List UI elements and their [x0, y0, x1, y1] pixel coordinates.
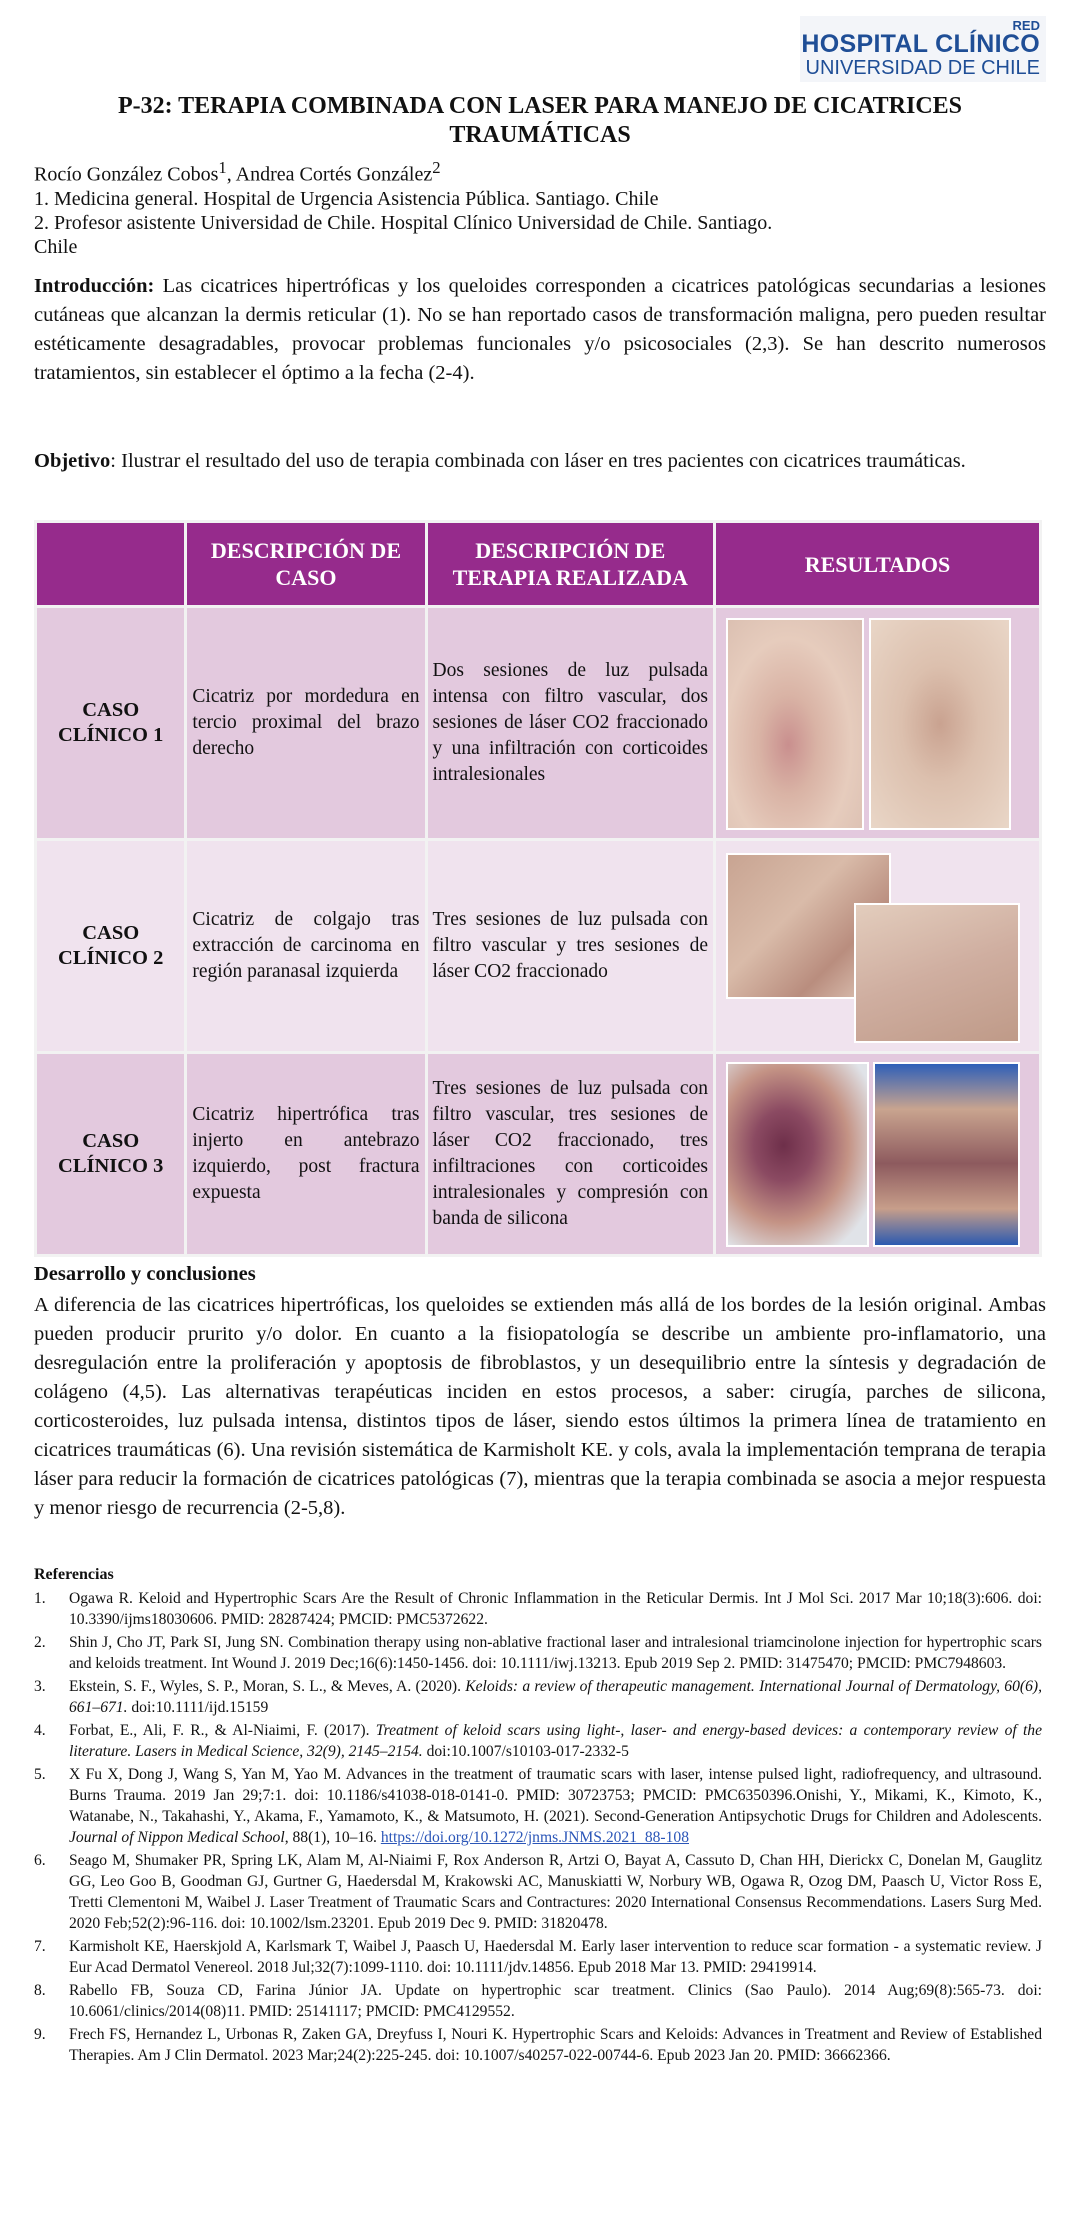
development-text: A diferencia de las cicatrices hipertróficas, los queloides se extienden más allá de los bordes de la lesión original. Ambas pueden producir prurito y/o dolor. En cuanto a la fisiopatología se describe un ambiente pro-inflamatorio, una desregulación entre la proliferación y apoptosis de fibroblastos, y un desequilibrio entre la síntesis y degradación de colágeno (4,5). Las alternativas terapéuticas inciden en estos procesos, a saber: cirugía, parches de silicona, corticosteroides, luz pulsada intensa, distintos tipos de láser, siendo estos últimos la primera línea de tratamiento en cicatrices traumáticas (6). Una revisión sistemática de Karmisholt KE. y cols, avala la implementación temprana de terapia láser para reducir la formación de cicatrices patológicas (7), mientras que la terapia combinada se asocia a mejor respuesta y menor riesgo de recurrencia (2-5,8).: [34, 1294, 1046, 1519]
reference-number: 2.: [34, 1634, 46, 1651]
reference-item: [34, 1676, 1042, 1718]
header-results: RESULTADOS: [715, 522, 1041, 607]
reference-text: Shin J, Cho JT, Park SI, Jung SN. Combination therapy using non-ablative fractional laser and intralesional triamcinolone injection for hypertrophic scars and keloids treatment. Int Wound J. 2019 Dec;16(6):1450-1456. doi: 10.1111/iwj.13213. Epub 2019 Sep 2. PMID: 31475470; PMCID: PMC7948603.: [69, 1634, 1042, 1672]
reference-item: [34, 1980, 1042, 2022]
case-description: Cicatriz de colgajo tras extracción de carcinoma en región paranasal izquierda: [186, 840, 426, 1053]
reference-item: [34, 1850, 1042, 1934]
reference-number: 5.: [34, 1766, 46, 1783]
results-photos: [715, 607, 1041, 840]
case-label: CASO CLÍNICO 1: [36, 607, 186, 840]
reference-number: 1.: [34, 1590, 46, 1607]
objective-paragraph: [34, 447, 1046, 476]
cases-table: [34, 520, 1042, 1257]
logo-line1: HOSPITAL CLÍNICO: [801, 30, 1040, 58]
logo-line2: UNIVERSIDAD DE CHILE: [805, 57, 1040, 79]
result-photo-after: [854, 903, 1020, 1043]
result-photo-before: [726, 618, 864, 830]
header-therapy-description: DESCRIPCIÓN DE TERAPIA REALIZADA: [426, 522, 715, 607]
author-1: Rocío González Cobos: [34, 163, 219, 186]
table-row: [36, 1053, 1041, 1256]
reference-text: Ogawa R. Keloid and Hypertrophic Scars Are the Result of Chronic Inflammation in the Reticular Dermis. Int J Mol Sci. 2017 Mar 10;18(3):606. doi: 10.3390/ijms18030606. PMID: 28287424; PMCID: PMC5372622.: [69, 1590, 1042, 1628]
reference-text: Forbat, E., Ali, F. R., & Al-Niaimi, F. (2017).: [69, 1722, 376, 1739]
therapy-description: Tres sesiones de luz pulsada con filtro vascular, tres sesiones de láser CO2 fraccionado, tres infiltraciones con corticoides intralesionales y compresión con banda de silicona: [426, 1053, 715, 1256]
reference-number: 6.: [34, 1852, 46, 1869]
reference-number: 4.: [34, 1722, 46, 1739]
reference-item: [34, 1588, 1042, 1630]
author-1-affil: 1: [218, 158, 227, 177]
therapy-description: Dos sesiones de luz pulsada intensa con filtro vascular, dos sesiones de láser CO2 fraccionado y una infiltración con corticoides intralesionales: [426, 607, 715, 840]
results-photos: [715, 840, 1041, 1053]
result-photo-after: [869, 618, 1011, 830]
author-line: [34, 156, 1044, 187]
references-title: Referencias: [34, 1566, 114, 1583]
author-separator: ,: [226, 163, 236, 186]
reference-text: Frech FS, Hernandez L, Urbonas R, Zaken GA, Dreyfuss I, Nouri K. Hypertrophic Scars and Keloids: Advances in Treatment and Review of Established Therapies. Am J Clin Dermatol. 2023 Mar;24(2):225-245. doi: 10.1007/s40257-022-00744-6. Epub 2023 Jan 20. PMID: 36662366.: [69, 2026, 1042, 2064]
objective-label: Objetivo: [34, 450, 111, 472]
hospital-logo: [800, 16, 1046, 82]
header-empty: [36, 522, 186, 607]
reference-number: 8.: [34, 1982, 46, 1999]
reference-item: [34, 1720, 1042, 1762]
case-description: Cicatriz hipertrófica tras injerto en antebrazo izquierdo, post fractura expuesta: [186, 1053, 426, 1256]
reference-number: 7.: [34, 1938, 46, 1955]
table-header-row: [36, 522, 1041, 607]
result-photo-before: [726, 1062, 869, 1247]
introduction-text: Las cicatrices hipertróficas y los queloides corresponden a cicatrices patológicas secundarias a lesiones cutáneas que alcanzan la dermis reticular (1). No se han reportado casos de transformación maligna, pero pueden resultar estéticamente desagradables, provocar problemas funcionales y/o psicosociales (2,3). Se han descrito numerosos tratamientos, sin establecer el óptimo a la fecha (2-4).: [34, 275, 1046, 384]
introduction-label: Introducción:: [34, 275, 155, 297]
author-2: Andrea Cortés González: [235, 163, 433, 186]
reference-text: Ekstein, S. F., Wyles, S. P., Moran, S. L., & Meves, A. (2020).: [69, 1678, 466, 1695]
reference-text: Karmisholt KE, Haerskjold A, Karlsmark T, Waibel J, Paasch U, Haedersdal M. Early laser intervention to reduce scar formation - a systematic review. J Eur Acad Dermatol Venereol. 2018 Jul;32(7):1099-1110. doi: 10.1111/jdv.14856. Epub 2018 Mar 13. PMID: 29419914.: [69, 1938, 1042, 1976]
introduction-paragraph: [34, 272, 1046, 388]
reference-text: Seago M, Shumaker PR, Spring LK, Alam M, Al-Niaimi F, Rox Anderson R, Artzi O, Bayat A, Cassuto D, Chan HH, Dierickx C, Donelan M, Gauglitz GG, Leo Goo B, Goodman GJ, Gurtner G, Haedersdal M, Krakowski AC, Manuskiatti W, Norbury WB, Ogawa R, Ozog DM, Paasch U, Victor Ross E, Tretti Clementoni M, Waibel J. Laser Treatment of Traumatic Scars and Contractures: 2020 International Consensus Recommendations. Lasers Surg Med. 2020 Feb;52(2):96-116. doi: 10.1002/lsm.23201. Epub 2019 Dec 9. PMID: 31820478.: [69, 1852, 1042, 1932]
table-row: [36, 840, 1041, 1053]
result-photo-after: [873, 1062, 1020, 1247]
case-label: CASO CLÍNICO 3: [36, 1053, 186, 1256]
affiliation-2-cont: Chile: [34, 235, 78, 258]
header-case-description: DESCRIPCIÓN DE CASO: [186, 522, 426, 607]
results-photos: [715, 1053, 1041, 1256]
reference-number: 3.: [34, 1678, 46, 1695]
affiliation-2: 2. Profesor asistente Universidad de Chile. Hospital Clínico Universidad de Chile. Santiago.: [34, 211, 773, 234]
reference-italic: Treatment of keloid scars using light-, laser- and energy-based devices: a contemporary review of the literature. Lasers in Medical Science, 32(9), 2145–2154.: [69, 1722, 1042, 1760]
objective-text: : Ilustrar el resultado del uso de terapia combinada con láser en tres pacientes con cicatrices traumáticas.: [110, 450, 966, 472]
case-description: Cicatriz por mordedura en tercio proximal del brazo derecho: [186, 607, 426, 840]
reference-italic: Keloids: a review of therapeutic management. International Journal of Dermatology, 60(6), 661–671.: [69, 1678, 1042, 1716]
table-row: [36, 607, 1041, 840]
logo-red-label: RED: [1012, 18, 1040, 33]
reference-text: X Fu X, Dong J, Wang S, Yan M, Yao M. Advances in the treatment of traumatic scars with laser, intense pulsed light, radiofrequency, and ultrasound. Burns Trauma. 2019 Jan 29;7:1. doi: 10.1186/s41038-018-0141-0. PMID: 30723753; PMCID: PMC6350396.Onishi, Y., Mikami, K., Kimoto, K., Watanabe, N., Takahashi, Y., Akama, F., Yamamoto, K., & Matsumoto, H. (2021). Second-Generation Antipsychotic Drugs for Children and Adolescents.: [69, 1766, 1042, 1825]
development-title: Desarrollo y conclusiones: [34, 1263, 256, 1285]
reference-text: Rabello FB, Souza CD, Farina Júnior JA. Update on hypertrophic scar treatment. Clinics (Sao Paulo). 2014 Aug;69(8):565-73. doi: 10.6061/clinics/2014(08)11. PMID: 25141117; PMCID: PMC4129552.: [69, 1982, 1042, 2020]
affiliation-1: 1. Medicina general. Hospital de Urgencia Asistencia Pública. Santiago. Chile: [34, 187, 659, 210]
reference-tail: doi:10.1007/s10103-017-2332-5: [422, 1743, 629, 1760]
reference-item: [34, 1632, 1042, 1674]
author-2-affil: 2: [432, 158, 441, 177]
reference-item: [34, 2024, 1042, 2066]
reference-item: [34, 1764, 1042, 1848]
authors-block: [34, 156, 1044, 259]
reference-item: [34, 1936, 1042, 1978]
reference-tail: doi:10.1111/ijd.15159: [127, 1699, 269, 1716]
references-list: [34, 1588, 1042, 2068]
reference-italic: Journal of Nippon Medical School: [69, 1829, 285, 1846]
therapy-description: Tres sesiones de luz pulsada con filtro vascular y tres sesiones de láser CO2 fraccionado: [426, 840, 715, 1053]
reference-number: 9.: [34, 2026, 46, 2043]
reference-tail: , 88(1), 10–16.: [284, 1829, 381, 1846]
case-label: CASO CLÍNICO 2: [36, 840, 186, 1053]
reference-doi-link[interactable]: https://doi.org/10.1272/jnms.JNMS.2021_88-108: [380, 1829, 689, 1846]
poster-title: P-32: TERAPIA COMBINADA CON LASER PARA MANEJO DE CICATRICES TRAUMÁTICAS: [117, 93, 963, 148]
